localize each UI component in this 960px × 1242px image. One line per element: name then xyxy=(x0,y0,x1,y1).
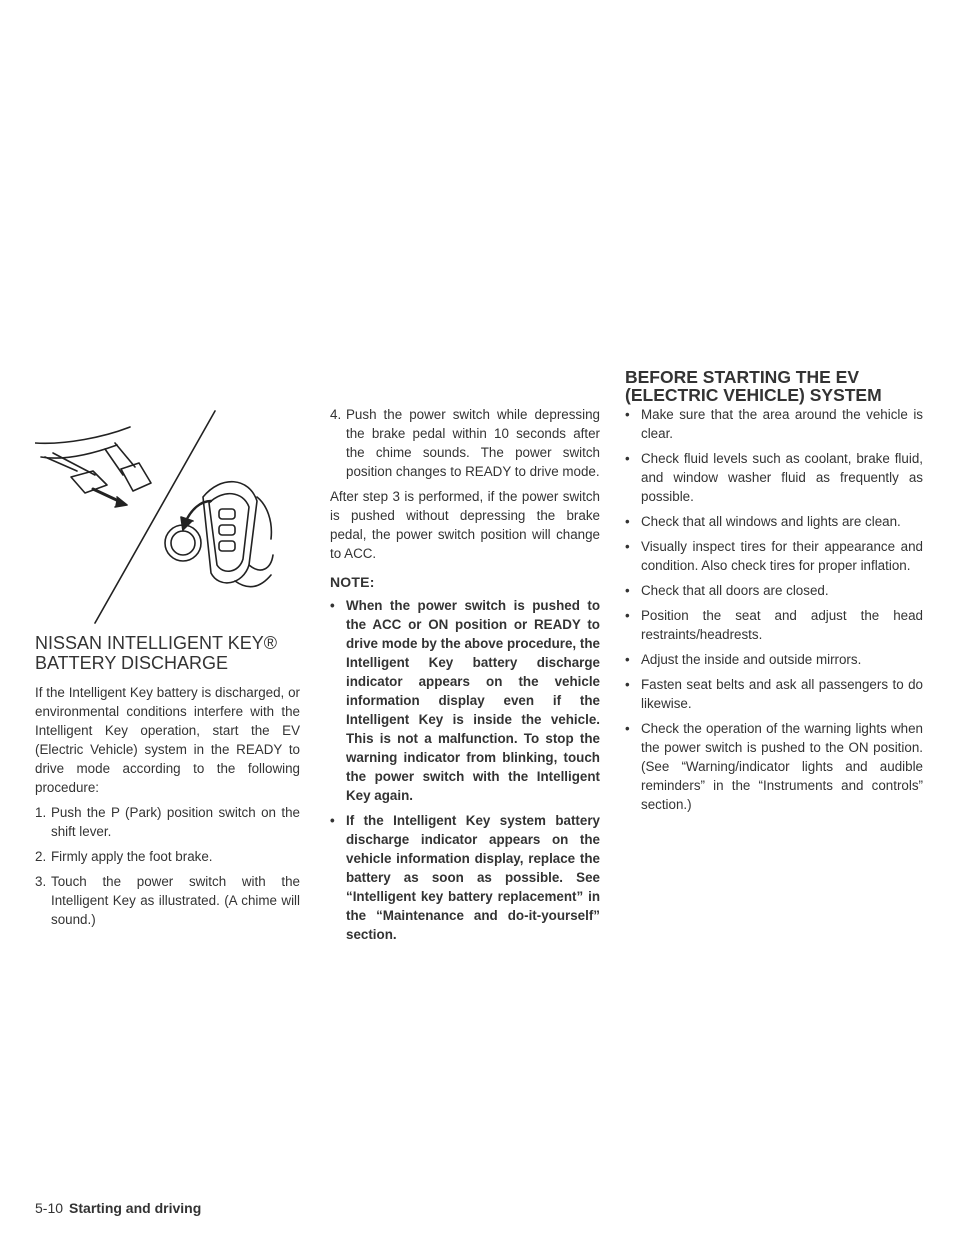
step-number: 1. xyxy=(35,805,47,820)
step-number: 4. xyxy=(330,407,342,422)
heading-line: (ELECTRIC VEHICLE) SYSTEM xyxy=(625,385,882,405)
bullet-mark: • xyxy=(625,539,630,554)
heading-line: NISSAN INTELLIGENT KEY® xyxy=(35,633,277,653)
checklist-item xyxy=(625,719,923,814)
column-3 xyxy=(625,405,923,820)
checklist-item xyxy=(625,581,923,600)
step-text: Push the power switch while depressing the brake pedal within 10 seconds after the chime sounds. The power switch position changes to READY to drive mode. xyxy=(346,407,600,479)
checklist-item xyxy=(625,606,923,644)
step-item xyxy=(35,803,300,841)
page-footer xyxy=(35,1199,201,1217)
checklist-text: Make sure that the area around the vehicle is clear. xyxy=(641,407,923,441)
bullet-mark: • xyxy=(625,583,630,598)
step-item xyxy=(35,872,300,929)
step-text: Push the P (Park) position switch on the shift lever. xyxy=(51,805,300,839)
page-number: 5-10 xyxy=(35,1200,64,1216)
bullet-mark: • xyxy=(625,451,630,466)
bullet-mark: • xyxy=(625,677,630,692)
checklist-text: Check that all windows and lights are clean. xyxy=(641,514,901,529)
checklist-text: Adjust the inside and outside mirrors. xyxy=(641,652,862,667)
checklist-text: Visually inspect tires for their appearance and condition. Also check tires for proper inflation. xyxy=(641,539,923,573)
step-item xyxy=(330,405,600,481)
checklist-item xyxy=(625,405,923,443)
column-1 xyxy=(35,683,300,935)
checklist-item xyxy=(625,512,923,531)
note-item xyxy=(330,596,600,805)
bullet-mark: • xyxy=(625,514,630,529)
checklist-item xyxy=(625,449,923,506)
heading-line: BEFORE STARTING THE EV xyxy=(625,367,859,387)
procedure-steps xyxy=(35,803,300,929)
intro-paragraph: If the Intelligent Key battery is discharged, or environmental conditions interfere with the Intelligent Key operation, start the EV (Electric Vehicle) system in the READY to drive mode according to the following procedure: xyxy=(35,685,300,795)
bullet-mark: • xyxy=(625,721,630,736)
bullet-mark: • xyxy=(330,813,335,828)
bullet-mark: • xyxy=(330,598,335,613)
column-2 xyxy=(330,405,600,950)
checklist-item xyxy=(625,650,923,669)
bullet-mark: • xyxy=(625,608,630,623)
footer-section-name: Starting and driving xyxy=(69,1200,202,1216)
after-step-paragraph: After step 3 is performed, if the power switch is pushed without depressing the brake pedal, the power switch position will change to ACC. xyxy=(330,489,600,561)
step-number: 2. xyxy=(35,849,47,864)
checklist-text: Position the seat and adjust the head restraints/headrests. xyxy=(641,608,923,642)
note-item xyxy=(330,811,600,944)
section-heading-before-starting xyxy=(625,368,925,404)
checklist-text: Fasten seat belts and ask all passengers to do likewise. xyxy=(641,677,923,711)
step-item xyxy=(35,847,300,866)
checklist-text: Check the operation of the warning lights when the power switch is pushed to the ON position. (See “Warning/indicator lights and audible reminders” in the “Instruments and controls” section.) xyxy=(641,721,923,812)
step-text: Touch the power switch with the Intelligent Key as illustrated. (A chime will sound.) xyxy=(51,874,300,927)
step-text: Firmly apply the foot brake. xyxy=(51,849,213,864)
bullet-mark: • xyxy=(625,407,630,422)
checklist xyxy=(625,405,923,814)
checklist-item xyxy=(625,675,923,713)
note-list xyxy=(330,596,600,944)
checklist-text: Check fluid levels such as coolant, brake fluid, and window washer fluid as frequently as possible. xyxy=(641,451,923,504)
heading-line: BATTERY DISCHARGE xyxy=(35,653,229,673)
bullet-mark: • xyxy=(625,652,630,667)
note-text: When the power switch is pushed to the ACC or ON position or READY to drive mode by the above procedure, the Intelligent Key battery discharge indicator appears on the vehicle information display even if the Intelligent Key is inside the vehicle. This is not a malfunction. To stop the warning indicator from blinking, touch the power switch with the Intelligent Key again. xyxy=(346,598,600,803)
note-text: If the Intelligent Key system battery discharge indicator appears on the vehicle information display, replace the battery as soon as possible. See “Intelligent key battery replacement” in the “Maintenance and do-it-yourself” section. xyxy=(346,813,600,942)
step-number: 3. xyxy=(35,874,47,889)
checklist-text: Check that all doors are closed. xyxy=(641,583,829,598)
procedure-steps-continued xyxy=(330,405,600,481)
note-title: NOTE: xyxy=(330,574,375,590)
key-fob-illustration xyxy=(35,405,275,625)
checklist-item xyxy=(625,537,923,575)
section-heading-key-battery xyxy=(35,633,300,673)
